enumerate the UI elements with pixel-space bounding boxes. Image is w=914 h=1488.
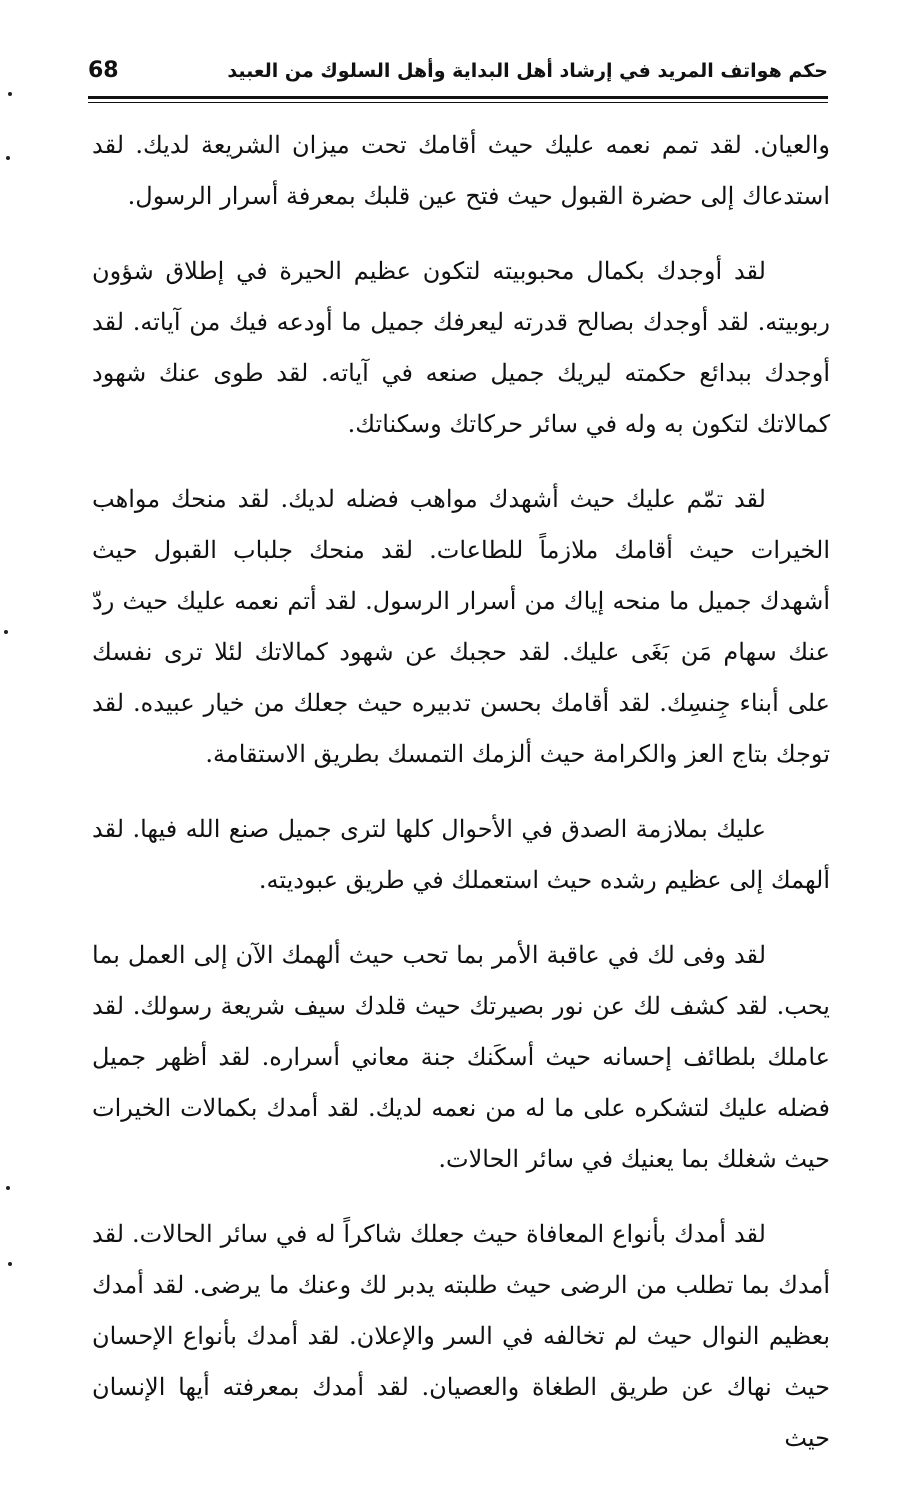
paragraph: والعيان. لقد تمم نعمه عليك حيث أقامك تحت ميزان الشريعة لديك. لقد استدعاك إلى حضرة القبول حيث فتح عين قلبك بمعرفة أسرار الرسول. — [92, 131, 830, 210]
scan-speck — [8, 1262, 12, 1266]
scan-speck — [8, 92, 12, 96]
body-text — [92, 120, 830, 1488]
scan-speck — [6, 1186, 10, 1190]
header-rule-thick — [88, 96, 828, 99]
header-title: حكم هواتف المريد في إرشاد أهل البداية وأهل السلوك من العبيد — [227, 60, 828, 82]
scan-speck — [6, 156, 10, 160]
page-number: 68 — [88, 58, 119, 83]
paragraph: عليك بملازمة الصدق في الأحوال كلها لترى جميل صنع الله فيها. لقد ألهمك إلى عظيم رشده حيث استعملك في طريق عبوديته. — [92, 815, 830, 894]
header-rule-thin — [88, 102, 828, 103]
paragraph: لقد أمدك بأنواع المعافاة حيث جعلك شاكراً له في سائر الحالات. لقد أمدك بما تطلب من الرضى حيث طلبته يدبر لك وعنك ما يرضى. لقد أمدك بعظيم النوال حيث لم تخالفه في السر والإعلان. لقد أمدك بأنواع الإحسان حيث نهاك عن طريق الطغاة والعصيان. لقد أمدك بمعرفته أيها الإنسان حيث — [92, 1220, 830, 1452]
running-header — [88, 58, 828, 94]
paragraph: لقد وفى لك في عاقبة الأمر بما تحب حيث ألهمك الآن إلى العمل بما يحب. لقد كشف لك عن نور بصيرتك حيث قلدك سيف شريعة رسولك. لقد عاملك بلطائف إحسانه حيث أسكَنك جنة معاني أسراره. لقد أظهر جميل فضله عليك لتشكره على ما له من نعمه لديك. لقد أمدك بكمالات الخيرات حيث شغلك بما يعنيك في سائر الحالات. — [92, 941, 830, 1173]
paragraph: لقد تمّم عليك حيث أشهدك مواهب فضله لديك. لقد منحك مواهب الخيرات حيث أقامك ملازماً للطاعات. لقد منحك جلباب القبول حيث أشهدك جميل ما منحه إياك من أسرار الرسول. لقد أتم نعمه عليك حيث ردّ عنك سهام مَن بَغَى عليك. لقد حجبك عن شهود كمالاتك لئلا ترى نفسك على أبناء جِنسِك. لقد أقامك بحسن تدبيره حيث جعلك من خيار عبيده. لقد توجك بتاج العز والكرامة حيث ألزمك التمسك بطريق الاستقامة. — [92, 485, 830, 768]
paragraph: لقد أوجدك بكمال محبوبيته لتكون عظيم الحيرة في إطلاق شؤون ربوبيته. لقد أوجدك بصالح قدرته ليعرفك جميل ما أودعه فيك من آياته. لقد أوجدك ببدائع حكمته ليريك جميل صنعه في آياته. لقد طوى عنك شهود كمالاتك لتكون به وله في سائر حركاتك وسكناتك. — [92, 257, 830, 438]
scan-speck — [4, 630, 8, 634]
